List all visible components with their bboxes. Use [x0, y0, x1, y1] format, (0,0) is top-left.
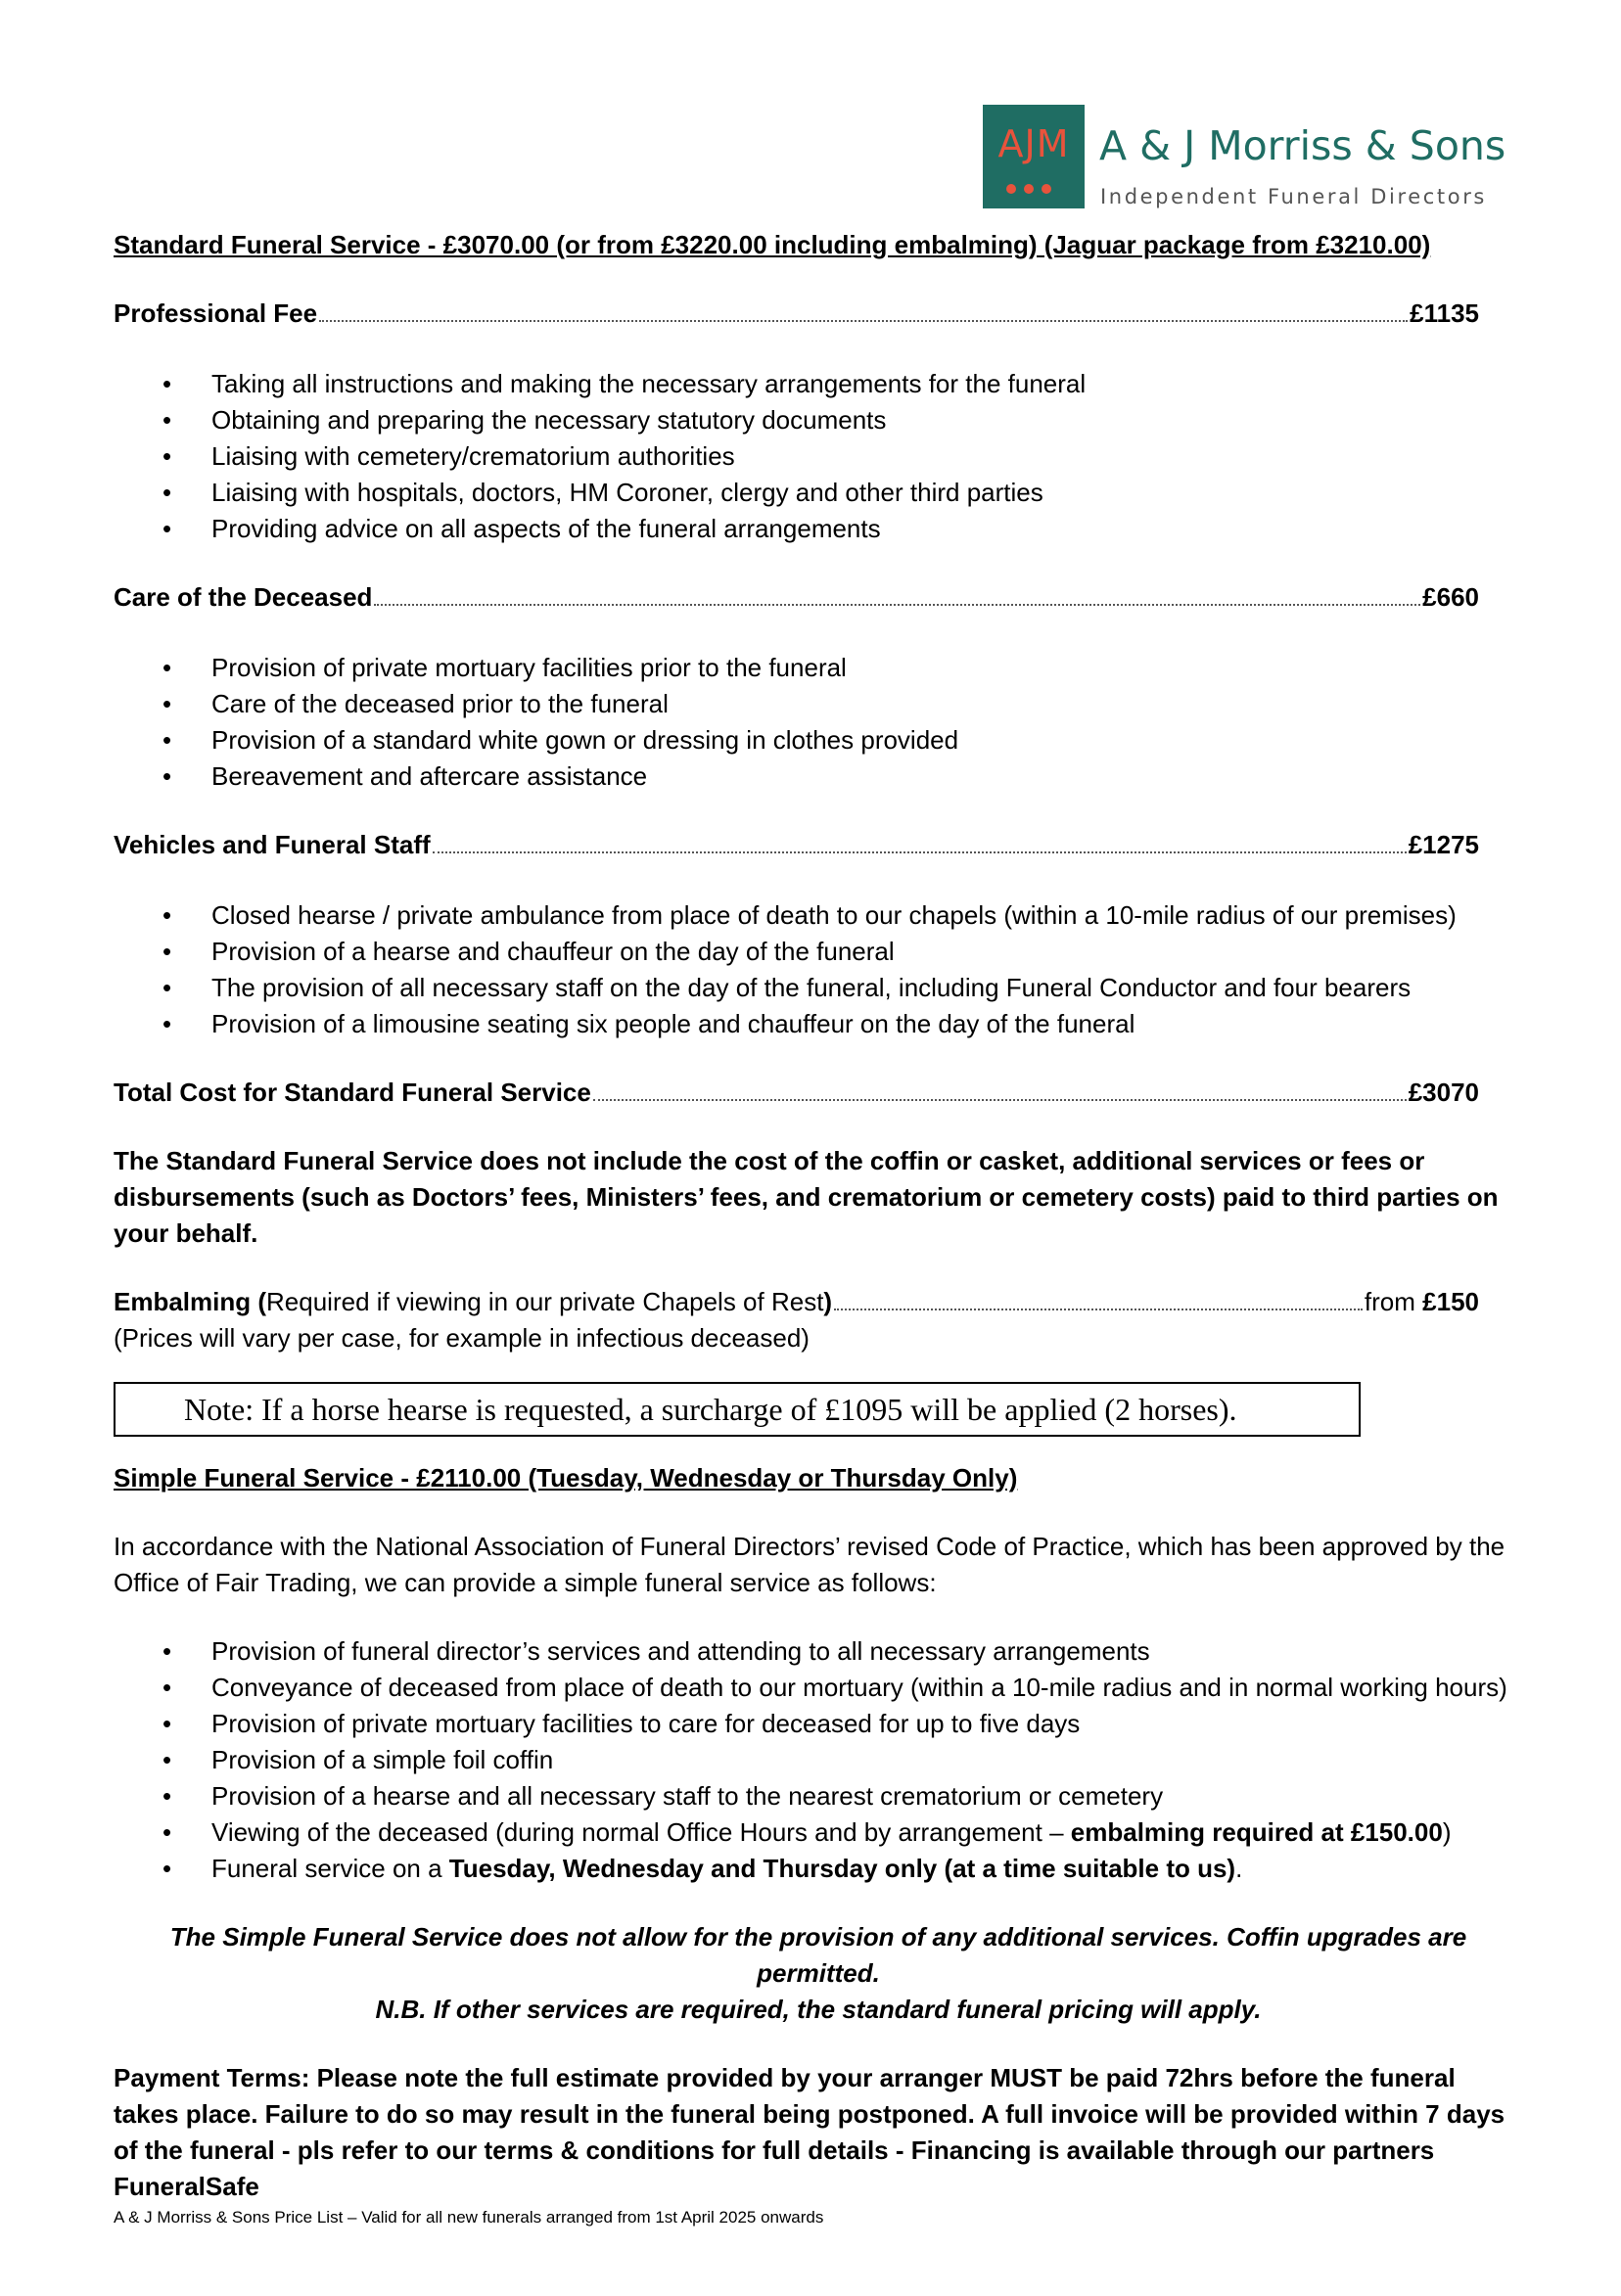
fee-amount: £1135 [1410, 298, 1479, 328]
fee-line-vehicles [114, 827, 1479, 863]
list-item: • Care of the deceased prior to the funeral [114, 686, 1523, 722]
fee-amount: £660 [1422, 582, 1479, 612]
list-item: • Bereavement and aftercare assistance [114, 758, 1523, 795]
embalming-note: (Prices will vary per case, for example in infectious deceased) [114, 1323, 810, 1353]
simple-heading: Simple Funeral Service - £2110.00 (Tuesday, Wednesday or Thursday Only) [114, 1463, 1018, 1492]
logo-dots-icon [1006, 181, 1065, 193]
list-item: • Conveyance of deceased from place of death to our mortuary (within a 10-mile radius and in normal working hours) [114, 1670, 1523, 1706]
list-item-viewing: • Viewing of the deceased (during normal Office Hours and by arrangement – embalming required at £150.00) [114, 1814, 1523, 1851]
list-item: • Closed hearse / private ambulance from place of death to our chapels (within a 10-mile radius of our premises) [114, 897, 1523, 934]
simple-restriction-line1: The Simple Funeral Service does not allow for the provision of any additional services. Coffin upgrades are permitted. [169, 1922, 1467, 1988]
list-item: • Obtaining and preparing the necessary statutory documents [114, 402, 1523, 438]
list-item: • Provision of funeral director’s services and attending to all necessary arrangements [114, 1633, 1523, 1670]
fee-line-care [114, 579, 1479, 616]
fee-line-total [114, 1075, 1479, 1111]
embalming-label: Embalming (Required if viewing in our private Chapels of Rest) [114, 1287, 833, 1316]
list-item: • Provision of private mortuary facilities prior to the funeral [114, 650, 1523, 686]
list-item: • Liaising with hospitals, doctors, HM Coroner, clergy and other third parties [114, 475, 1523, 511]
list-item: • Liaising with cemetery/crematorium authorities [114, 438, 1523, 475]
leader-dots [319, 320, 1408, 322]
logo-emblem [983, 105, 1085, 208]
simple-intro: In accordance with the National Association of Funeral Directors’ revised Code of Practice, which has been approved by the Office of Fair Trading, we can provide a simple funeral service as follows: [114, 1532, 1505, 1597]
horse-hearse-note: Note: If a horse hearse is requested, a surcharge of £1095 will be applied (2 horses). [114, 1382, 1361, 1437]
standard-heading: Standard Funeral Service - £3070.00 (or from £3220.00 including embalming) (Jaguar package from £3210.00) [114, 230, 1431, 259]
company-name: A & J Morriss & Sons [1099, 122, 1506, 169]
payment-terms: Payment Terms: Please note the full estimate provided by your arranger MUST be paid 72hrs before the funeral takes place. Failure to do so may result in the funeral being postponed. A full invoice will be provided within 7 days of the funeral - pls refer to our terms & conditions for full details - Financing is available through our partners FuneralSafe [114, 2063, 1505, 2201]
total-amount: £3070 [1408, 1078, 1479, 1107]
document-body [114, 227, 1523, 2228]
list-item: • Provision of a simple foil coffin [114, 1742, 1523, 1778]
list-item: • Provision of a hearse and chauffeur on the day of the funeral [114, 934, 1523, 970]
fee-line-embalming [114, 1284, 1479, 1320]
vehicles-list [114, 897, 1523, 1042]
simple-service-list [114, 1633, 1523, 1887]
fee-label: Care of the Deceased [114, 582, 373, 612]
fee-line-professional [114, 296, 1479, 332]
leader-dots [433, 851, 1407, 853]
list-item: • Taking all instructions and making the necessary arrangements for the funeral [114, 366, 1523, 402]
list-item: • Provision of private mortuary facilities to care for deceased for up to five days [114, 1706, 1523, 1742]
list-item: • Provision of a hearse and all necessary staff to the nearest crematorium or cemetery [114, 1778, 1523, 1814]
list-item: • The provision of all necessary staff on the day of the funeral, including Funeral Conductor and four bearers [114, 970, 1523, 1006]
list-item-service-days: • Funeral service on a Tuesday, Wednesday and Thursday only (at a time suitable to us). [114, 1851, 1523, 1887]
list-item: • Provision of a limousine seating six people and chauffeur on the day of the funeral [114, 1006, 1523, 1042]
list-item: • Provision of a standard white gown or dressing in clothes provided [114, 722, 1523, 758]
logo-mark: AJM [997, 122, 1070, 165]
fee-label: Professional Fee [114, 298, 318, 328]
fee-label: Vehicles and Funeral Staff [114, 830, 431, 859]
company-subtitle: Independent Funeral Directors [1100, 185, 1487, 208]
leader-dots [374, 604, 1420, 606]
total-label: Total Cost for Standard Funeral Service [114, 1078, 591, 1107]
company-logo [983, 105, 1511, 208]
leader-dots [593, 1099, 1407, 1101]
fee-amount: £1275 [1408, 830, 1479, 859]
embalming-amount: from £150 [1364, 1287, 1479, 1316]
footer-validity: A & J Morriss & Sons Price List – Valid for all new funerals arranged from 1st April 2025 onwards [114, 2208, 824, 2227]
exclusion-note: The Standard Funeral Service does not include the cost of the coffin or casket, additional services or fees or disbursements (such as Doctors’ fees, Ministers’ fees, and crematorium or cemetery costs) paid to third parties on your behalf. [114, 1146, 1499, 1248]
professional-fee-list [114, 366, 1523, 547]
leader-dots [834, 1309, 1363, 1310]
list-item: • Providing advice on all aspects of the funeral arrangements [114, 511, 1523, 547]
care-list [114, 650, 1523, 795]
simple-restriction-line2: N.B. If other services are required, the standard funeral pricing will apply. [375, 1995, 1262, 2024]
